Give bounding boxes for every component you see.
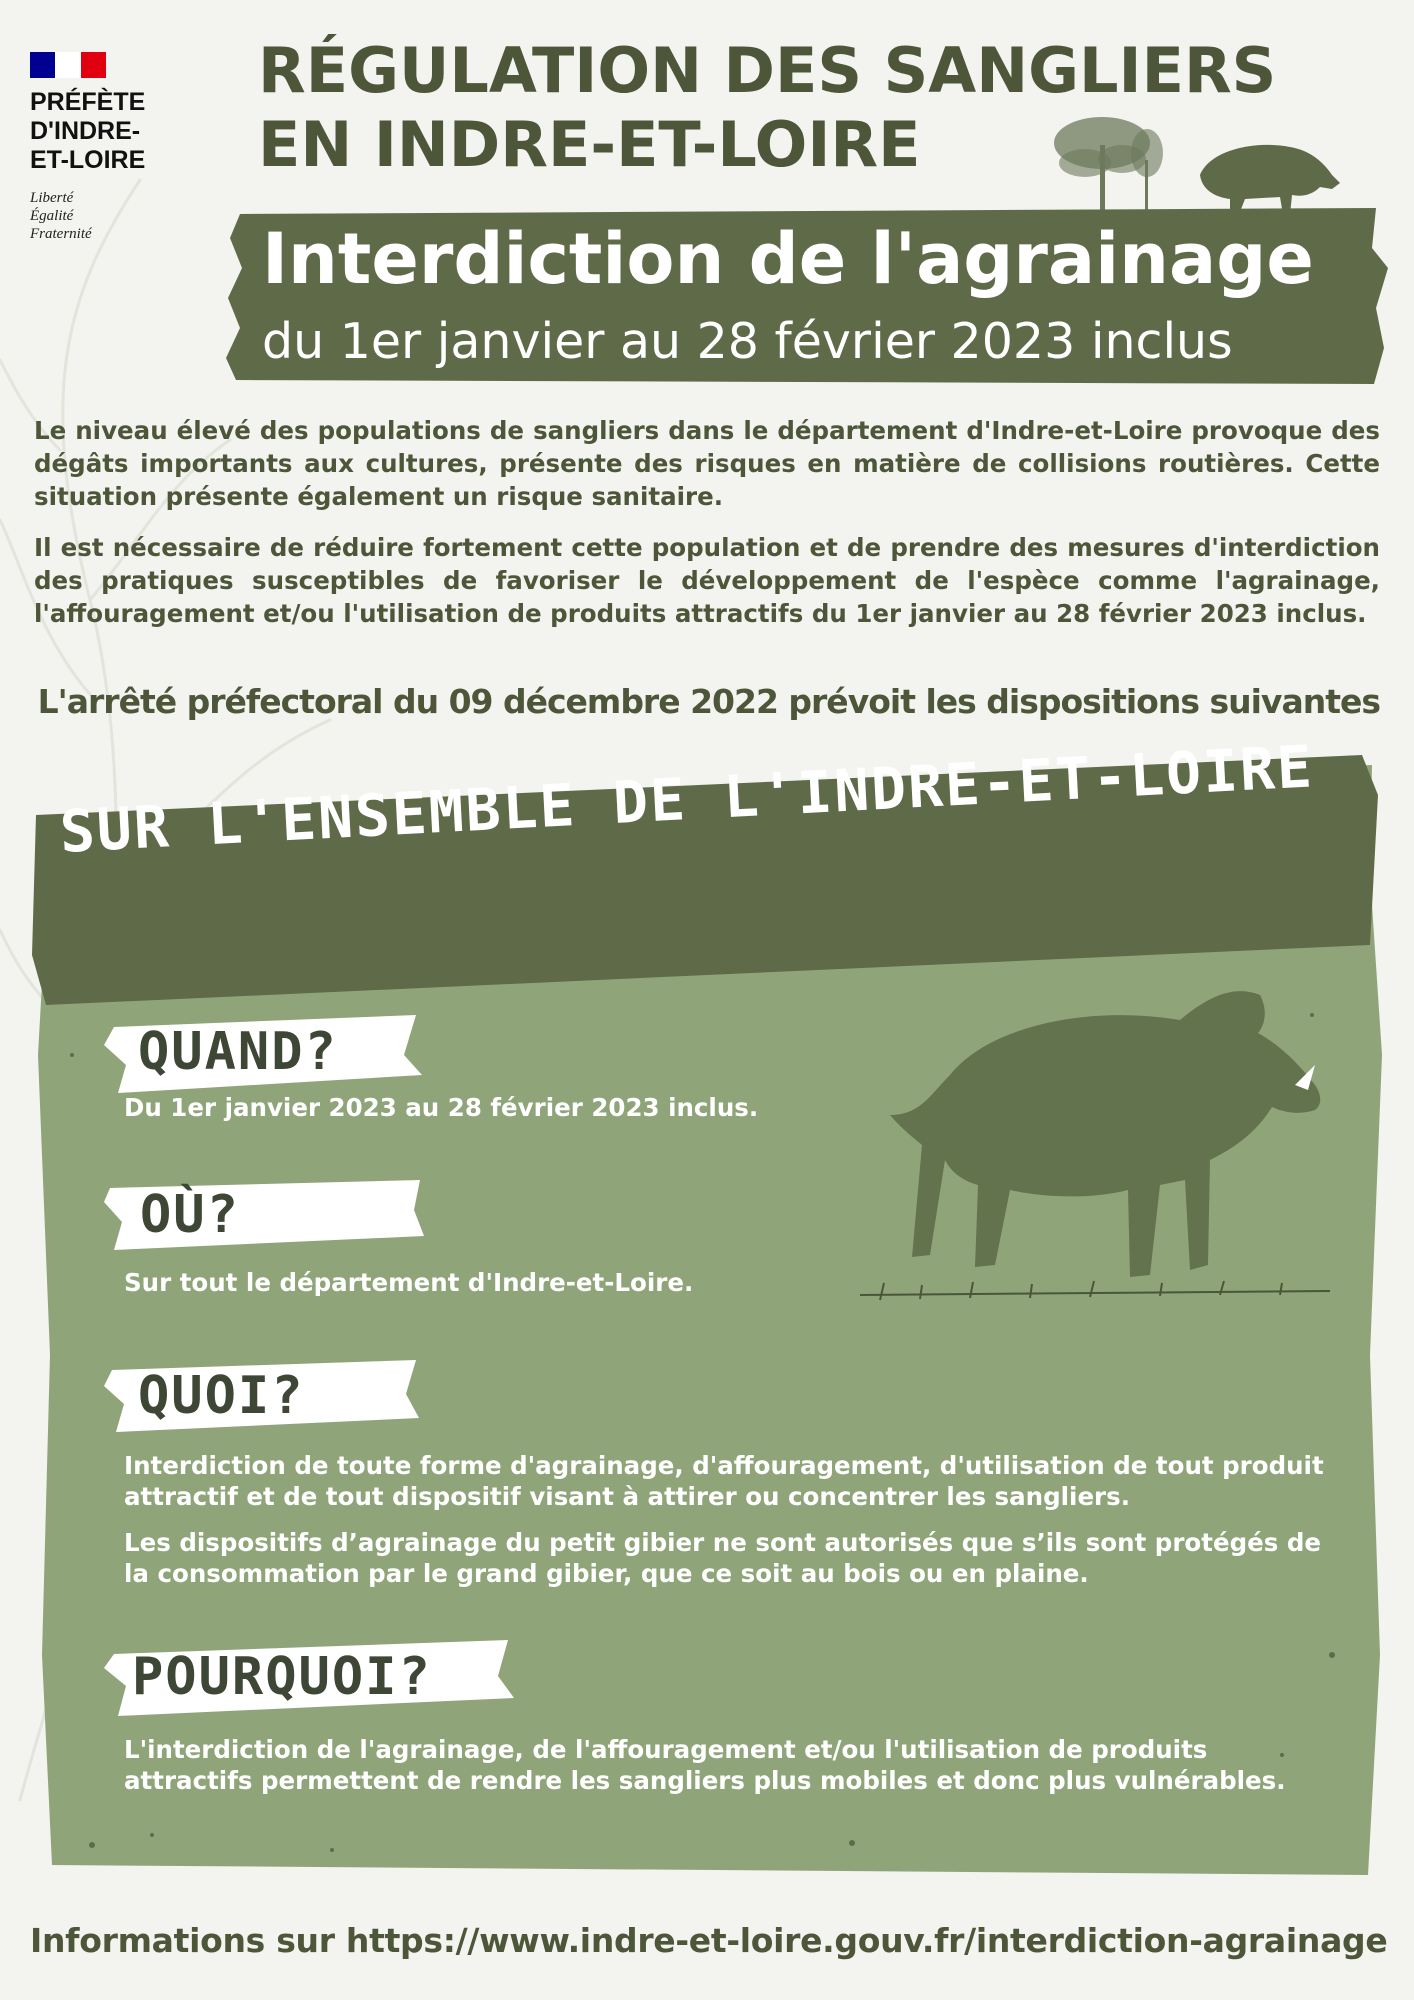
quoi-text: Interdiction de toute forme d'agrainage, d'affouragement, d'utilisation de tout produit attractif et de tout dispositif visant à attirer ou concentrer les sangliers. bbox=[124, 1451, 1324, 1511]
intro-text bbox=[34, 414, 1380, 648]
prefecture-name: PRÉFÈTE D'INDRE- ET-LOIRE bbox=[30, 88, 146, 174]
prefecture-logo bbox=[30, 52, 190, 243]
republic-motto: Liberté Égalité Fraternité bbox=[30, 190, 92, 242]
banner-title: Interdiction de l'agrainage bbox=[262, 218, 1314, 300]
decree-statement: L'arrêté préfectoral du 09 décembre 2022 prévoit les dispositions suivantes bbox=[37, 682, 1380, 721]
quoi-text-2: Les dispositifs d’agrainage du petit gibier ne sont autorisés que s’ils sont protégés de la consommation par le grand gibier, que ce soit au bois ou en plaine. bbox=[124, 1528, 1322, 1588]
banner-subtitle: du 1er janvier au 28 février 2023 inclus bbox=[262, 313, 1233, 370]
page-title: RÉGULATION DES SANGLIERS EN INDRE-ET-LOIRE bbox=[258, 34, 1277, 181]
pourquoi-label: POURQUOI? bbox=[132, 1647, 432, 1707]
tree-and-boar-icon bbox=[1040, 105, 1350, 220]
quand-text: Du 1er janvier 2023 au 28 février 2023 inclus. bbox=[124, 1093, 759, 1122]
zone-title: SUR L'ENSEMBLE DE L'INDRE-ET-LOIRE bbox=[58, 732, 1316, 866]
intro-paragraph-1: Le niveau élevé des populations de sangliers dans le département d'Indre-et-Loire provoque des dégâts importants aux cultures, présente des risques en matière de collisions routières. Cette situation présente également un risque sanitaire. bbox=[34, 416, 1380, 511]
quand-label: QUAND? bbox=[138, 1022, 338, 1082]
pourquoi-text: L'interdiction de l'agrainage, de l'affouragement et/ou l'utilisation de produits attractifs permettent de rendre les sangliers plus mobiles et donc plus vulnérables. bbox=[124, 1735, 1286, 1795]
ou-text: Sur tout le département d'Indre-et-Loire. bbox=[124, 1268, 694, 1297]
intro-paragraph-2: Il est nécessaire de réduire fortement cette population et de prendre des mesures d'interdiction des pratiques susceptibles de favoriser le développement de l'espèce comme l'agrainage, l'affouragement et/ou l'utilisation de produits attractifs du 1er janvier au 28 février 2023 inclus. bbox=[34, 533, 1380, 628]
quoi-label: QUOI? bbox=[138, 1366, 305, 1426]
footer-info-link[interactable]: Informations sur https://www.indre-et-loire.gouv.fr/interdiction-agrainage bbox=[30, 1921, 1388, 1960]
french-flag-icon bbox=[30, 52, 106, 78]
ou-label: OÙ? bbox=[140, 1185, 240, 1245]
